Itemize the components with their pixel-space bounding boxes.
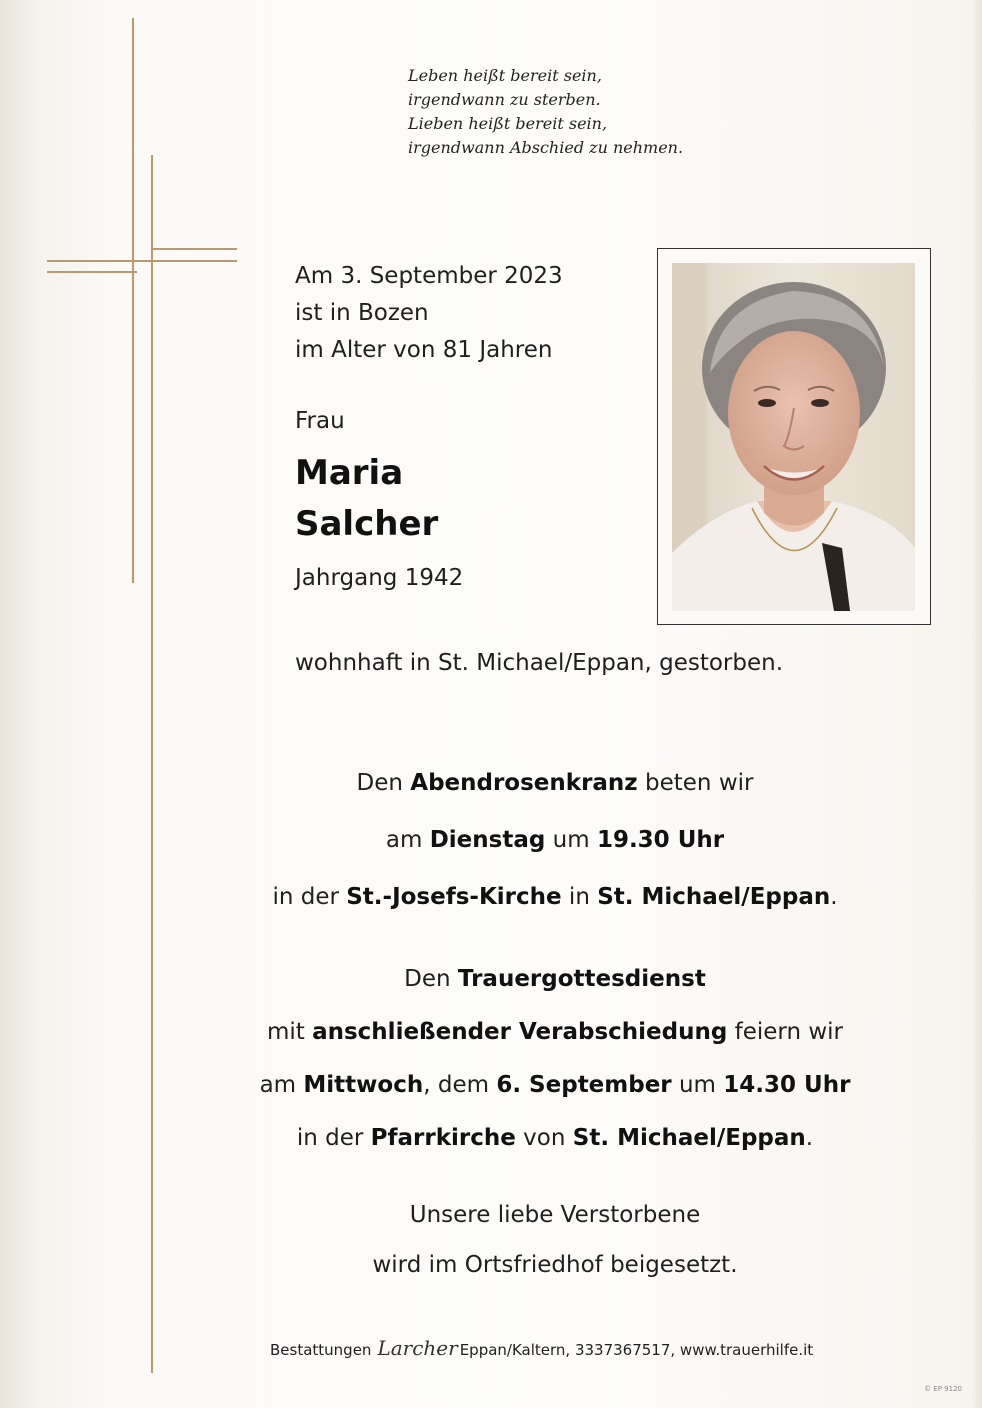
residence-line: wohnhaft in St. Michael/Eppan, gestorben. (295, 650, 784, 676)
mass-line (160, 1112, 950, 1165)
text: beten wir (637, 770, 754, 796)
emphasis: 14.30 Uhr (723, 1072, 851, 1098)
poem-line: Leben heißt bereit sein, (408, 66, 602, 85)
emphasis: anschließender Verabschiedung (312, 1019, 728, 1045)
emphasis: Dienstag (429, 827, 546, 853)
funeral-mass-announcement (160, 953, 950, 1165)
portrait-photo (672, 263, 915, 611)
first-name: Maria (295, 453, 404, 493)
poem-line: Lieben heißt bereit sein, (408, 114, 608, 133)
cross-line (47, 260, 237, 262)
text: . (805, 1125, 814, 1151)
emphasis: 19.30 Uhr (596, 827, 725, 853)
rosary-announcement (160, 755, 950, 926)
rosary-line (160, 869, 950, 926)
poem-line: irgendwann Abschied zu nehmen. (408, 138, 684, 157)
intro-line: Am 3. September 2023 (295, 263, 563, 289)
footer-prefix: Bestattungen (270, 1341, 372, 1359)
emphasis: St.-Josefs-Kirche (346, 884, 562, 910)
text: um (671, 1072, 724, 1098)
text: Den (404, 966, 458, 992)
emphasis: Pfarrkirche (370, 1125, 516, 1151)
burial-line: Unsere liebe Verstorbene (409, 1202, 701, 1228)
text: Den (356, 770, 411, 796)
cross-line (47, 271, 137, 273)
emphasis: St. Michael/Eppan (572, 1125, 806, 1151)
emphasis: Trauergottesdienst (457, 966, 706, 992)
cross-line (132, 18, 134, 583)
portrait-illustration (672, 263, 915, 611)
person-title: Frau (295, 408, 345, 434)
mass-line (160, 1006, 950, 1059)
birth-year: Jahrgang 1942 (295, 565, 464, 591)
poem (408, 64, 828, 160)
mass-line (160, 1059, 950, 1112)
text: mit (266, 1019, 313, 1045)
text: , dem (423, 1072, 497, 1098)
death-notice-intro (295, 258, 563, 369)
emphasis: Mittwoch (303, 1072, 424, 1098)
burial-announcement (160, 1190, 950, 1290)
funeral-home-logo: Larcher (377, 1336, 458, 1360)
text: feiern wir (727, 1019, 844, 1045)
last-name: Salcher (295, 504, 439, 544)
person-name (295, 448, 438, 550)
cross-line (151, 155, 153, 1373)
emphasis: Abendrosenkranz (410, 770, 638, 796)
text: . (830, 884, 838, 910)
text: am (259, 1072, 304, 1098)
rosary-line (160, 812, 950, 869)
text: um (545, 827, 597, 853)
text: in der (272, 884, 347, 910)
funeral-home-footer (270, 1336, 813, 1360)
rosary-line (160, 755, 950, 812)
footer-details: Eppan/Kaltern, 3337367517, www.trauerhilfe.it (459, 1341, 814, 1359)
emphasis: St. Michael/Eppan (597, 884, 831, 910)
mass-line (160, 953, 950, 1006)
burial-line: wird im Ortsfriedhof beigesetzt. (372, 1252, 738, 1278)
text: in der (296, 1125, 371, 1151)
page-edge (970, 0, 982, 1408)
document-code: © EP 9120 (924, 1385, 962, 1393)
poem-line: irgendwann zu sterben. (408, 90, 601, 109)
emphasis: 6. September (496, 1072, 672, 1098)
text: von (515, 1125, 573, 1151)
cross-line (151, 248, 237, 250)
intro-line: im Alter von 81 Jahren (295, 337, 553, 363)
text: am (385, 827, 430, 853)
text: in (561, 884, 598, 910)
intro-line: ist in Bozen (295, 300, 429, 326)
